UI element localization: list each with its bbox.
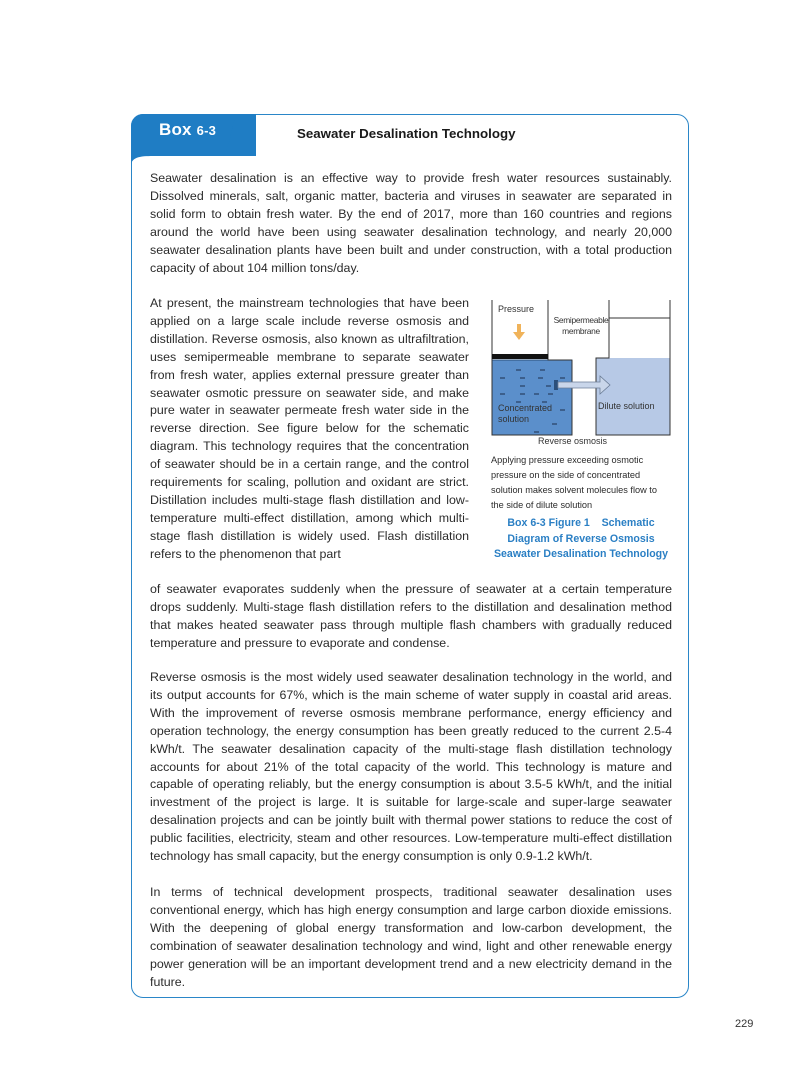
- box-label-prefix: Box: [159, 120, 192, 139]
- box-tab-corner: [131, 142, 155, 166]
- paragraph-development-prospects: In terms of technical development prospects, traditional seawater desalination uses conventional energy, which has high energy consumption and large carbon dioxide emissions. With the deepening of global energy transformation and low-carbon development, the combination of seawater desalination technology and wind, light and other renewable energy power generation will be an important development trend and a new electricity demand in the future.: [150, 885, 672, 989]
- membrane-label-line1: Semipermeable: [553, 315, 609, 325]
- concentrated-solution-label: [498, 403, 552, 425]
- page-number: 229: [735, 1018, 754, 1030]
- dilute-solution-label: Dilute solution: [598, 401, 655, 411]
- paragraph-flash-distillation: of seawater evaporates suddenly when the pressure of seawater at a certain temperature drops suddenly. Multi-stage flash distillation refers to the distillation and desalination method that makes heated seawater pass through multiple flash chambers with gradually reduced temperature and pressure to evaporate and condense.: [150, 582, 672, 650]
- figure-title-line3: Seawater Desalination Technology: [493, 548, 669, 560]
- box-label: [159, 120, 216, 140]
- box-tab-curve: [220, 114, 270, 156]
- paragraph-technologies: At present, the mainstream technologies that have been applied on a large scale include reverse osmosis and distillation. Reverse osmosis, also known as ultrafiltration, uses semipermeable membrane to separate seawater from fresh water, applies external pressure greater than seawater osmotic pressure on seawater side, and make pure water in seawater permeate fresh water side in the reverse direction. See figure below for the schematic diagram. This technology requires that the concentration of seawater should be in a certain range, and the control requirements for scaling, pollution and oxidant are strict. Distillation includes multi-stage flash distillation and low-temperature multi-effect distillation, among which multi-stage flash distillation is widely used. Flash distillation refers to the phenomenon that part: [150, 296, 469, 561]
- paragraph-reverse-osmosis-stats: Reverse osmosis is the most widely used seawater desalination technology in the world, and its output accounts for 67%, which is the main scheme of water supply in coastal arid areas. With the improvement of reverse osmosis membrane performance, energy efficiency and operation technology, the energy consumption has been greatly reduced to the current 2.5-4 kWh/t. The seawater desalination capacity of the multi-stage flash distillation technology accounts for about 21% of the total capacity of the world. This technology is mature and capable of operating reliably, but the energy consumption is about 3.5-5 kWh/t, and the initial investment of the project is large. It is suitable for large-scale and super-large seawater desalination projects and can be jointly built with thermal power stations to reduce the cost of public facilities, electricity, steam and other resources. Low-temperature multi-effect distillation technology has small capacity, but the energy consumption is only 0.9-1.2 kWh/t.: [150, 670, 672, 864]
- figure-title: [486, 516, 676, 563]
- concentrated-label-line1: Concentrated: [498, 403, 553, 413]
- pressure-label: Pressure: [498, 304, 535, 314]
- membrane-label: [550, 315, 612, 337]
- figure-description: Applying pressure exceeding osmotic pressure on the side of concentrated solution makes solvent molecules flow to the side of dilute solution: [491, 455, 657, 510]
- box-title: Seawater Desalination Technology: [297, 126, 516, 141]
- diagram-subtitle: Reverse osmosis: [537, 436, 608, 446]
- figure-title-line2: Diagram of Reverse Osmosis: [507, 532, 655, 545]
- membrane-label-line2: membrane: [562, 326, 600, 336]
- concentrated-label-line2: solution: [498, 414, 530, 424]
- paragraph-intro: Seawater desalination is an effective way to provide fresh water resources sustainably. Dissolved minerals, salt, organic matter, bacteria and viruses in seawater are separated in solid form to obtain fresh water. By the end of 2017, more than 160 countries and regions around the world have been using seawater desalination technology, and nearly 20,000 seawater desalination plants have been built and under construction, with a total production capacity of about 104 million tons/day.: [150, 171, 672, 275]
- box-label-number: 6-3: [196, 123, 217, 138]
- figure-title-line1: Box 6-3 Figure 1 Schematic: [507, 517, 655, 529]
